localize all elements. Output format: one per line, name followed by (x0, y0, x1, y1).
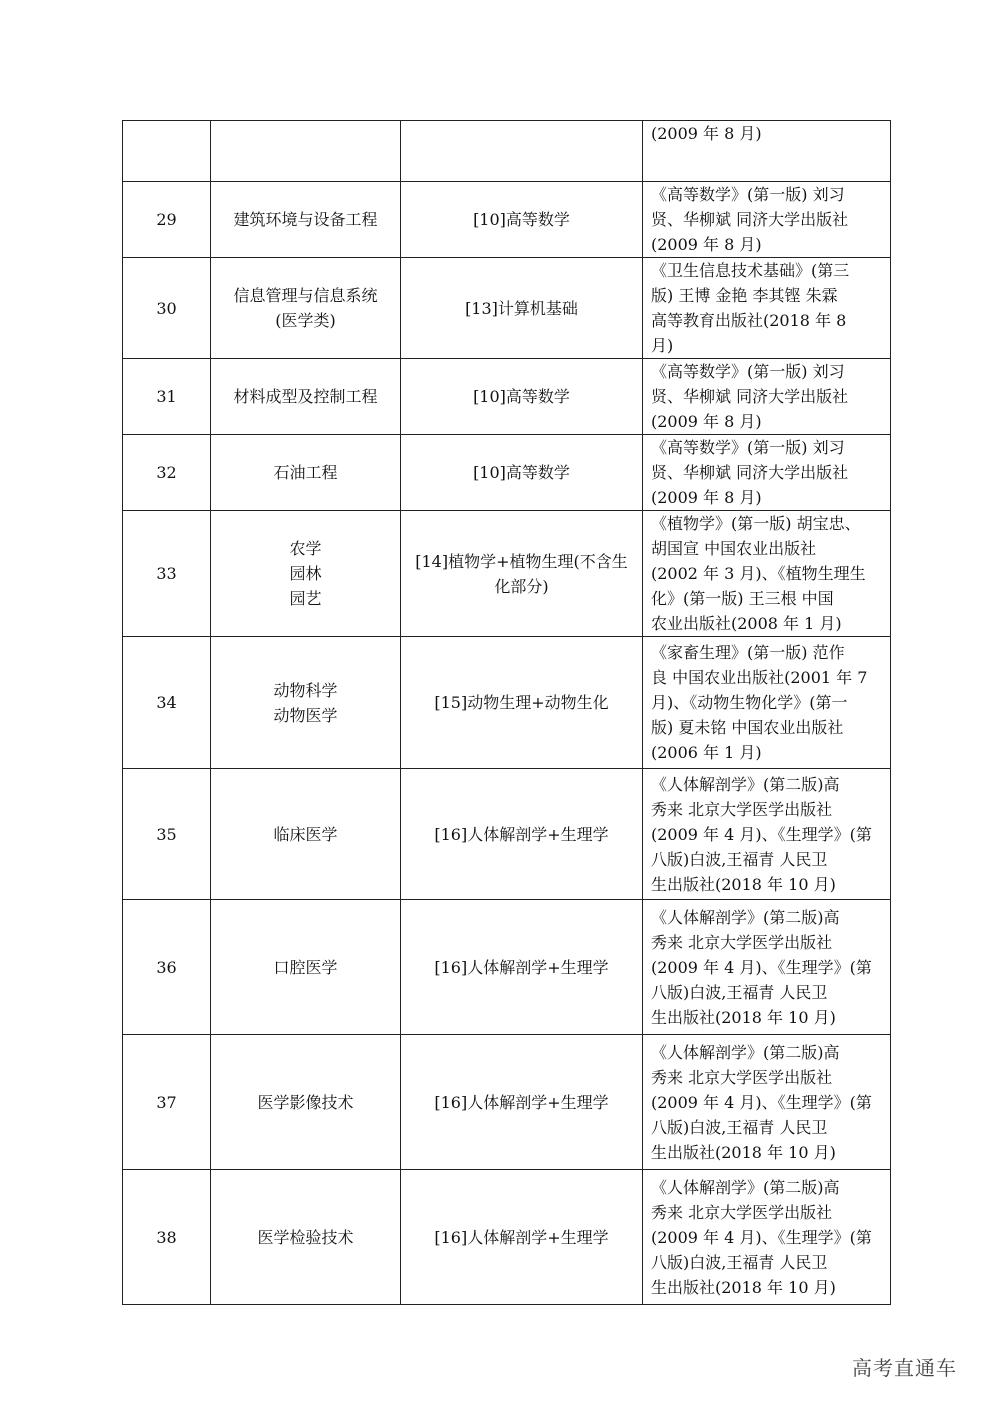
reference-book: 《人体解剖学》(第二版)高 秀来 北京大学医学出版社 (2009 年 4 月)、《生理学》(第 八版)白波,王福青 人民卫 生出版社(2018 年 10 月) (643, 900, 891, 1035)
exam-subject-table (122, 120, 891, 1305)
reference-book: 《人体解剖学》(第二版)高 秀来 北京大学医学出版社 (2009 年 4 月)、《生理学》(第 八版)白波,王福青 人民卫 生出版社(2018 年 10 月) (643, 1035, 891, 1170)
table-row (123, 511, 891, 637)
reference-book: 《植物学》(第一版) 胡宝忠、 胡国宣 中国农业出版社 (2002 年 3 月)、《植物生理生 化》(第一版) 王三根 中国 农业出版社(2008 年 1 月) (643, 511, 891, 637)
major-name (211, 121, 401, 182)
row-number: 34 (123, 637, 211, 769)
reference-book: 《高等数学》(第一版) 刘习 贤、华柳斌 同济大学出版社 (2009 年 8 月) (643, 435, 891, 511)
row-number: 35 (123, 769, 211, 900)
row-number: 36 (123, 900, 211, 1035)
row-number (123, 121, 211, 182)
watermark-text: 高考直通车 (852, 1356, 957, 1380)
reference-book: (2009 年 8 月) (643, 121, 891, 182)
exam-subject: [15]动物生理+动物生化 (401, 637, 643, 769)
major-name: 医学检验技术 (211, 1170, 401, 1305)
reference-book: 《高等数学》(第一版) 刘习 贤、华柳斌 同济大学出版社 (2009 年 8 月) (643, 182, 891, 258)
row-number: 37 (123, 1035, 211, 1170)
exam-subject: [10]高等数学 (401, 182, 643, 258)
major-name: 材料成型及控制工程 (211, 359, 401, 435)
row-number: 32 (123, 435, 211, 511)
table-row (123, 435, 891, 511)
table-row (123, 900, 891, 1035)
major-name: 石油工程 (211, 435, 401, 511)
exam-subject: [16]人体解剖学+生理学 (401, 1170, 643, 1305)
table-row (123, 359, 891, 435)
exam-subject: [16]人体解剖学+生理学 (401, 769, 643, 900)
reference-book: 《高等数学》(第一版) 刘习 贤、华柳斌 同济大学出版社 (2009 年 8 月) (643, 359, 891, 435)
exam-subject: [16]人体解剖学+生理学 (401, 1035, 643, 1170)
exam-subject: [13]计算机基础 (401, 258, 643, 359)
table-row (123, 258, 891, 359)
major-name: 信息管理与信息系统 (医学类) (211, 258, 401, 359)
exam-subject: [10]高等数学 (401, 435, 643, 511)
reference-book: 《家畜生理》(第一版) 范作 良 中国农业出版社(2001 年 7 月)、《动物生物化学》(第一 版) 夏未铭 中国农业出版社 (2006 年 1 月) (643, 637, 891, 769)
reference-book: 《人体解剖学》(第二版)高 秀来 北京大学医学出版社 (2009 年 4 月)、《生理学》(第 八版)白波,王福青 人民卫 生出版社(2018 年 10 月) (643, 769, 891, 900)
table-row (123, 182, 891, 258)
row-number: 31 (123, 359, 211, 435)
major-name: 建筑环境与设备工程 (211, 182, 401, 258)
major-name: 临床医学 (211, 769, 401, 900)
reference-book: 《卫生信息技术基础》(第三 版) 王博 金艳 李其铿 朱霖 高等教育出版社(2018 年 8 月) (643, 258, 891, 359)
exam-subject: [14]植物学+植物生理(不含生化部分) (401, 511, 643, 637)
row-number: 38 (123, 1170, 211, 1305)
table-row (123, 121, 891, 182)
exam-subject: [10]高等数学 (401, 359, 643, 435)
row-number: 29 (123, 182, 211, 258)
table-row (123, 1170, 891, 1305)
table-row (123, 769, 891, 900)
row-number: 30 (123, 258, 211, 359)
major-name: 农学 园林 园艺 (211, 511, 401, 637)
exam-subject: [16]人体解剖学+生理学 (401, 900, 643, 1035)
row-number: 33 (123, 511, 211, 637)
exam-subject (401, 121, 643, 182)
table-row (123, 637, 891, 769)
major-name: 口腔医学 (211, 900, 401, 1035)
major-name: 动物科学 动物医学 (211, 637, 401, 769)
table-row (123, 1035, 891, 1170)
reference-book: 《人体解剖学》(第二版)高 秀来 北京大学医学出版社 (2009 年 4 月)、《生理学》(第 八版)白波,王福青 人民卫 生出版社(2018 年 10 月) (643, 1170, 891, 1305)
major-name: 医学影像技术 (211, 1035, 401, 1170)
